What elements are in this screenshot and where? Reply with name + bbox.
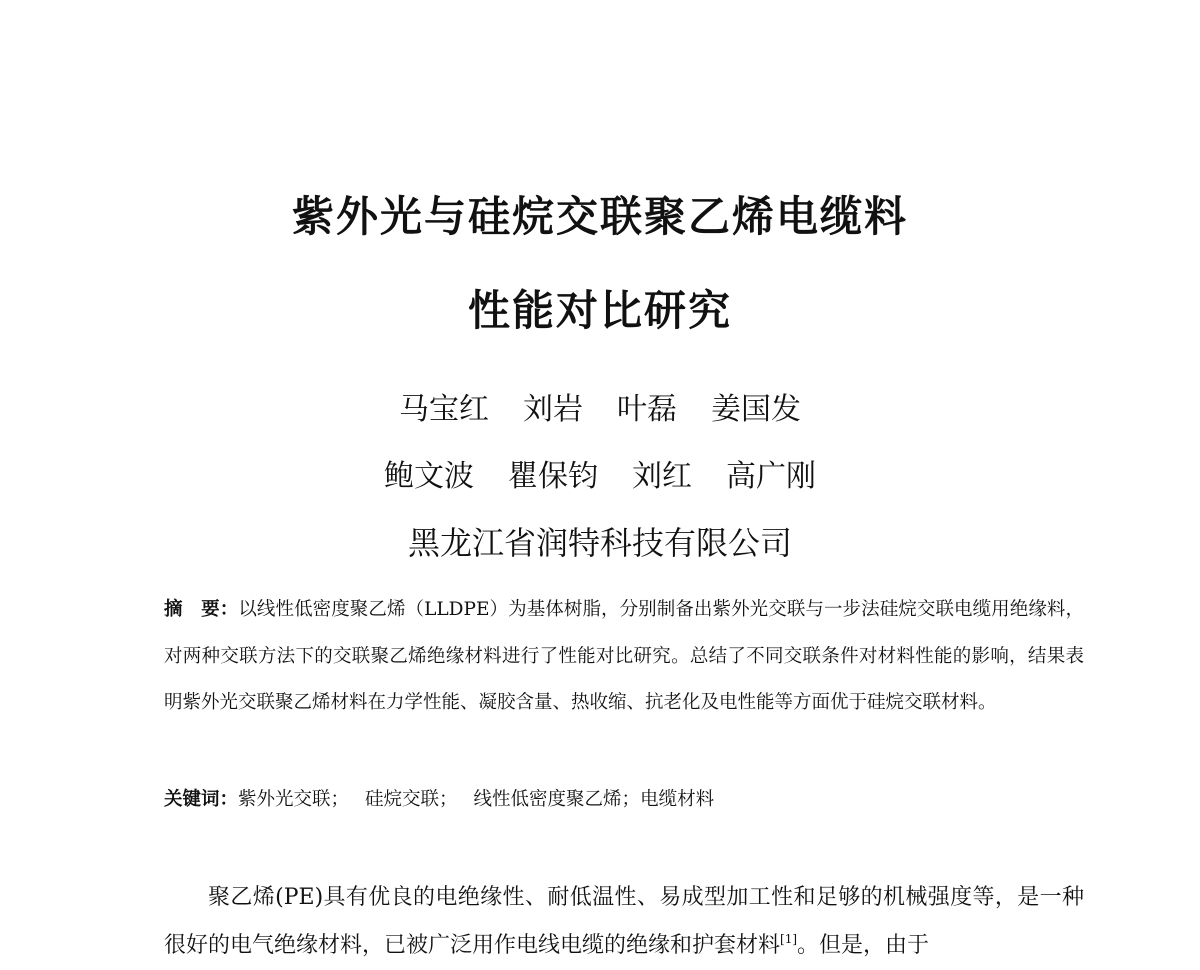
keyword-item: 硅烷交联； <box>365 789 458 810</box>
body-text-after-ref: 。但是，由于 <box>797 933 930 958</box>
author-name: 刘红 <box>632 459 692 494</box>
author-list-row-1 <box>0 392 1200 427</box>
keyword-item: 线性低密度聚乙烯； <box>473 789 641 810</box>
author-name: 鲍文波 <box>384 459 474 494</box>
body-paragraph <box>164 874 1084 970</box>
paper-title-line-2: 性能对比研究 <box>467 286 732 335</box>
author-name: 马宝红 <box>399 392 489 427</box>
author-name: 高广刚 <box>726 459 816 494</box>
affiliation: 黑龙江省润特科技有限公司 <box>407 524 792 562</box>
paper-title-line-1: 紫外光与硅烷交联聚乙烯电缆料 <box>291 192 908 241</box>
keywords <box>164 786 1084 814</box>
abstract-text: 以线性低密度聚乙烯（LLDPE）为基体树脂，分别制备出紫外光交联与一步法硅烷交联电缆用绝缘料，对两种交联方法下的交联聚乙烯绝缘材料进行了性能对比研究。总结了不同交联条件对材料性能的影响，结果表明紫外光交联聚乙烯材料在力学性能、凝胶含量、热收缩、抗老化及电性能等方面优于硅烷交联材料。 <box>164 599 1084 713</box>
keyword-item: 紫外光交联； <box>238 789 350 810</box>
author-list-row-2 <box>0 459 1200 494</box>
author-name: 刘岩 <box>523 392 583 427</box>
citation-ref: [1] <box>780 932 798 946</box>
author-name: 瞿保钧 <box>508 459 598 494</box>
author-name: 叶磊 <box>617 392 677 427</box>
keyword-item: 电缆材料 <box>640 789 715 810</box>
abstract-label: 摘 要： <box>164 599 239 620</box>
body-text-before-ref: 聚乙烯(PE)具有优良的电绝缘性、耐低温性、易成型加工性和足够的机械强度等，是一种很好的电气绝缘材料，已被广泛用作电线电缆的绝缘和护套材料 <box>164 885 1084 958</box>
abstract <box>164 587 1084 727</box>
author-name: 姜国发 <box>711 392 801 427</box>
keywords-label: 关键词： <box>164 789 239 810</box>
